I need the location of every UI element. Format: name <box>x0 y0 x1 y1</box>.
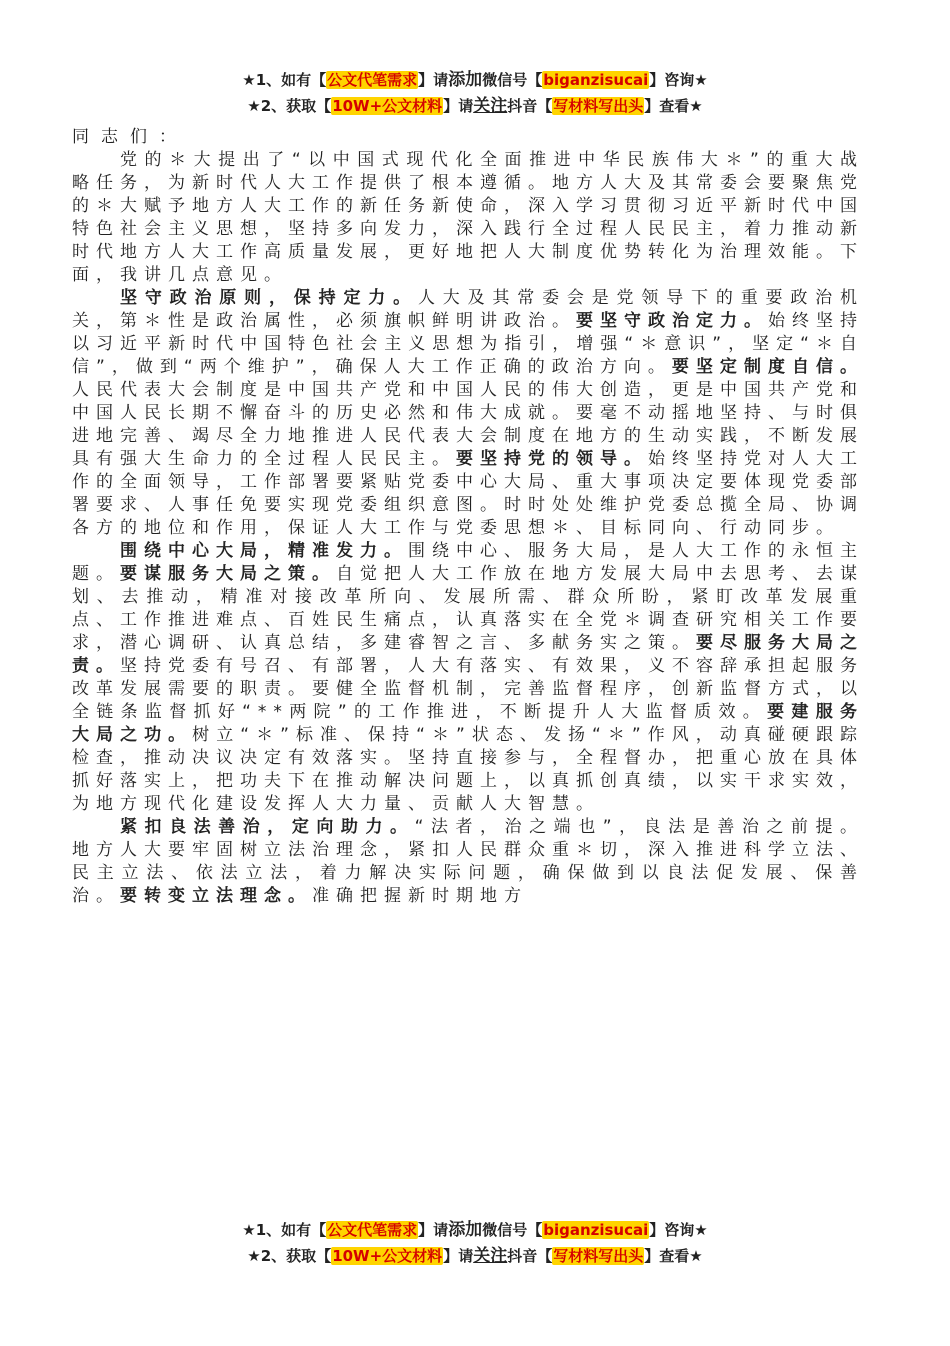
banner-line-2-prefix: ★2、获取【 <box>247 97 332 115</box>
paragraph-1: 党的＊大提出了“以中国式现代化全面推进中华民族伟大＊”的重大战略任务，为新时代人大工作提供了根本遵循。地方人大及其常委会要聚焦党的＊大赋予地方人大工作的新任务新使命，深入学习贯彻习近平新时代中国特色社会主义思想，坚持多向发力，深入践行全过程人民民主，着力推动新时代地方人大工作高质量发展，更好地把人大制度优势转化为治理效能。下面，我讲几点意见。 <box>72 150 864 285</box>
paragraph-4-text-2: 准确把握新时期地方 <box>312 886 528 906</box>
paragraph-3-text-2: 自觉把人大工作放在地方发展大局中去思考、去谋划、去推动，精准对接改革所向、发展所需、群众所盼，紧盯改革发展重点、工作推进难点、百姓民生痛点，认真落实在全党＊调查研究相关工作要求，潜心调研、认真总结，多建睿智之言、多献务实之策。 <box>72 564 864 653</box>
heading-3: 紧扣良法善治，定向助力。 <box>120 817 415 837</box>
document-body <box>72 126 864 1214</box>
bottom-banner-line-1-suffix: 】咨询★ <box>649 1221 708 1239</box>
banner-highlight-wechat-id: biganzisucai <box>543 71 649 89</box>
bottom-banner-line-1 <box>0 1218 950 1242</box>
paragraph-2 <box>72 287 864 540</box>
bottom-banner-line-2-text: 】请 <box>443 1247 474 1265</box>
banner-highlight-douyin-account: 写材料写出头 <box>553 97 644 115</box>
banner-highlight-materials: 10W+公文材料 <box>332 97 443 115</box>
paragraph-4 <box>72 816 864 908</box>
banner-line-2-emphasis: 关注 <box>473 96 508 116</box>
bottom-banner-line-1-emphasis: 添加 <box>448 1220 483 1240</box>
banner-line-2-text-2: 抖音【 <box>507 97 553 115</box>
bottom-banner-line-2-prefix: ★2、获取【 <box>247 1247 332 1265</box>
heading-1: 坚守政治原则，保持定力。 <box>120 288 418 308</box>
banner-line-2-text: 】请 <box>443 97 474 115</box>
paragraph-4-text-1: “法者，治之端也”，良法是善治之前提。地方人大要牢固树立法治理念，紧扣人民群众重＊切，深入推进科学立法、民主立法、依法立法，着力解决实际问题，确保做到以良法促发展、保善治。 <box>72 817 864 906</box>
banner-line-1 <box>0 68 950 92</box>
paragraph-2-text-3: 人民代表大会制度是中国共产党和中国人民的伟大创造，更是中国共产党和中国人民长期不懈奋斗的历史必然和伟大成就。要毫不动摇地坚持、与时俱进地完善、竭尽全力地推进人民代表大会制度在地方的生动实践，不断发展具有强大生命力的全过程人民民主。 <box>72 380 864 469</box>
bottom-banner-line-2 <box>0 1244 950 1268</box>
banner-line-1-suffix: 】咨询★ <box>649 71 708 89</box>
subheading-2-1: 要谋服务大局之策。 <box>120 564 336 584</box>
subheading-2-3: 要建服务大局之功。 <box>72 702 864 745</box>
paragraph-3-text-1: 围绕中心、服务大局，是人大工作的永恒主题。 <box>72 541 864 584</box>
bottom-banner-line-1-text: 】请 <box>418 1221 449 1239</box>
bottom-banner-highlight-douyin-account: 写材料写出头 <box>553 1247 644 1265</box>
bottom-banner-line-2-text-2: 抖音【 <box>507 1247 553 1265</box>
paragraph-3-text-4: 树立“＊”标准、保持“＊”状态、发扬“＊”作风，动真碰硬跟踪检查，推动决议决定有效落实。坚持直接参与，全程督办，把重心放在具体抓好落实上，把功夫下在推动解决问题上，以真抓创真绩，以实干求实效，为地方现代化建设发挥人大力量、贡献人大智慧。 <box>72 725 864 814</box>
paragraph-2-text-2: 始终坚持以习近平新时代中国特色社会主义思想为指引，增强“＊意识”，坚定“＊自信”，做到“两个维护”，确保人大工作正确的政治方向。 <box>72 311 864 377</box>
banner-line-1-text: 】请 <box>418 71 449 89</box>
greeting: 同志们： <box>72 127 188 147</box>
bottom-banner-highlight-wechat-id: biganzisucai <box>543 1221 649 1239</box>
bottom-banner-line-1-prefix: ★1、如有【 <box>242 1221 327 1239</box>
bottom-banner-line-2-emphasis: 关注 <box>473 1246 508 1266</box>
subheading-1-3: 要坚持党的领导。 <box>456 449 648 469</box>
paragraph-2-text-4: 始终坚持党对人大工作的全面领导，工作部署要紧贴党委中心大局、重大事项决定要体现党委部署要求、人事任免要实现党委组织意图。时时处处维护党委总揽全局、协调各方的地位和作用，保证人大工作与党委思想＊、目标同向、行动同步。 <box>72 449 864 538</box>
paragraph-2-text-1: 人大及其常委会是党领导下的重要政治机关，第＊性是政治属性，必须旗帜鲜明讲政治。 <box>72 288 864 331</box>
bottom-banner-line-2-suffix: 】查看★ <box>644 1247 703 1265</box>
banner-line-1-text-2: 微信号【 <box>482 71 543 89</box>
subheading-1-2: 要坚定制度自信。 <box>671 357 864 377</box>
subheading-2-2: 要尽服务大局之责。 <box>72 633 864 676</box>
subheading-3-1: 要转变立法理念。 <box>120 886 312 906</box>
banner-line-1-prefix: ★1、如有【 <box>242 71 327 89</box>
heading-2: 围绕中心大局，精准发力。 <box>120 541 408 561</box>
banner-highlight-writing-service: 公文代笔需求 <box>327 71 418 89</box>
bottom-banner-highlight-materials: 10W+公文材料 <box>332 1247 443 1265</box>
bottom-banner-line-1-text-2: 微信号【 <box>482 1221 543 1239</box>
paragraph-3-text-3: 坚持党委有号召、有部署，人大有落实、有效果，义不容辞承担起服务改革发展需要的职责。要健全监督机制，完善监督程序，创新监督方式，以全链条监督抓好“**两院”的工作推进，不断提升人大监督质效。 <box>72 656 864 722</box>
bottom-banner-highlight-writing-service: 公文代笔需求 <box>327 1221 418 1239</box>
banner-line-2-suffix: 】查看★ <box>644 97 703 115</box>
banner-line-2 <box>0 94 950 118</box>
paragraph-3 <box>72 540 864 816</box>
subheading-1-1: 要坚守政治定力。 <box>576 311 768 331</box>
banner-line-1-emphasis: 添加 <box>448 70 483 90</box>
